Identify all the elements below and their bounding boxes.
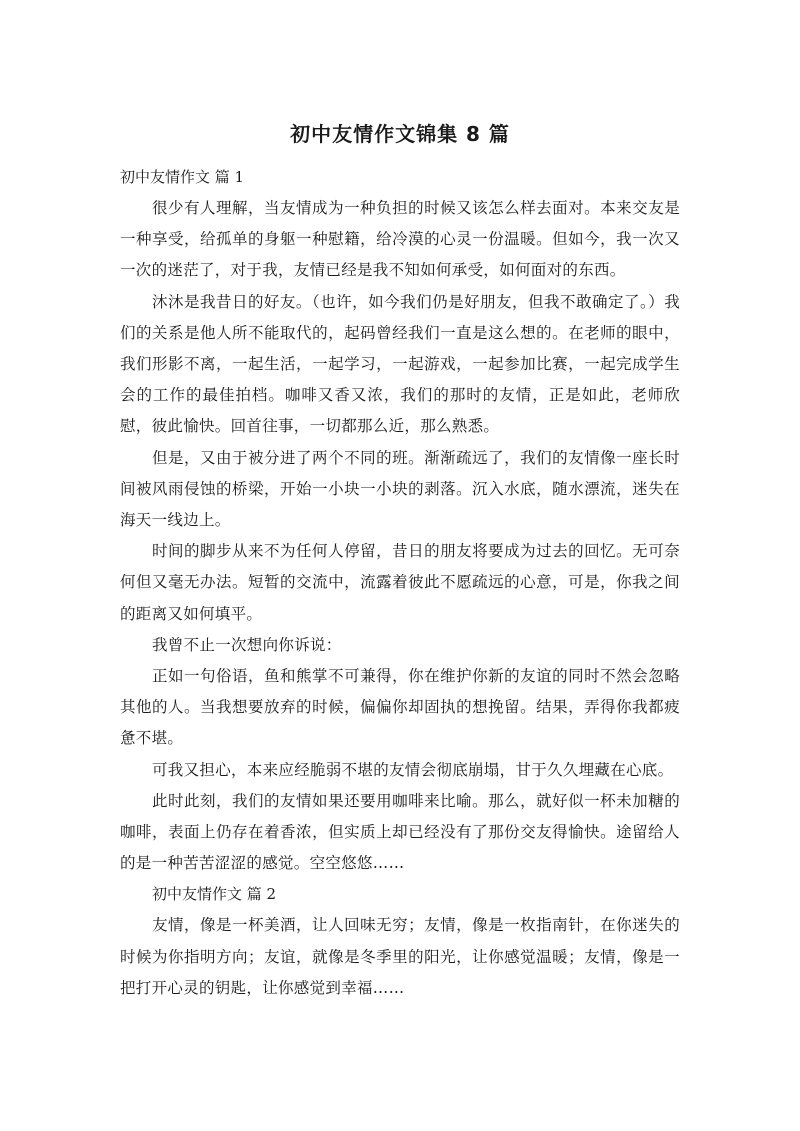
paragraph: 时间的脚步从来不为任何人停留，昔日的朋友将要成为过去的回忆。无可奈何但又毫无办法。短暂的交流中，流露着彼此不愿疏远的心意，可是，你我之间的距离又如何填平。	[120, 542, 680, 623]
document-page	[120, 118, 680, 1004]
paragraph: 可我又担心，本来应经脆弱不堪的友情会彻底崩塌，甘于久久埋藏在心底。	[152, 760, 674, 779]
section-1	[120, 162, 680, 879]
section-heading: 初中友情作文 篇 1	[120, 168, 245, 186]
paragraph: 我曾不止一次想向你诉说：	[152, 635, 342, 654]
document-title: 初中友情作文锦集 8 篇	[290, 122, 510, 146]
paragraph: 此时此刻，我们的友情如果还要用咖啡来比喻。那么，就好似一杯未加糖的咖啡，表面上仍存在着香浓，但实质上却已经没有了那份交友得愉快。途留给人的是一种苦苦涩涩的感觉。空空悠悠……	[120, 791, 680, 873]
section-2	[120, 879, 680, 1004]
paragraph: 很少有人理解，当友情成为一种负担的时候又该怎么样去面对。本来交友是一种享受，给孤单的身躯一种慰籍，给冷漠的心灵一份温暖。但如今，我一次又一次的迷茫了，对于我，友情已经是我不知如何承受，如何面对的东西。	[120, 199, 680, 280]
paragraph: 友情，像是一杯美酒，让人回味无穷；友情，像是一枚指南针，在你迷失的时候为你指明方向；友谊，就像是冬季里的阳光，让你感觉温暖；友情，像是一把打开心灵的钥匙，让你感觉到幸福……	[120, 916, 680, 997]
paragraph: 但是，又由于被分进了两个不同的班。渐渐疏远了，我们的友情像一座长时间被风雨侵蚀的桥梁，开始一小块一小块的剥落。沉入水底，随水漂流，迷失在海天一线边上。	[120, 448, 680, 530]
section-heading: 初中友情作文 篇 2	[152, 885, 277, 904]
paragraph: 正如一句俗语，鱼和熊掌不可兼得，你在维护你新的友谊的同时不然会忽略其他的人。当我想要放弃的时候，偏偏你却固执的想挽留。结果，弄得你我都疲惫不堪。	[120, 667, 680, 748]
paragraph: 沐沐是我昔日的好友。（也许，如今我们仍是好朋友，但我不敢确定了。）我们的关系是他人所不能取代的，起码曾经我们一直是这么想的。在老师的眼中，我们形影不离，一起生活，一起学习，一起游戏，一起参加比赛，一起完成学生会的工作的最佳拍档。咖啡又香又浓，我们的那时的友情，正是如此，老师欣慰，彼此愉快。回首往事，一切都那么近，那么熟悉。	[120, 292, 680, 436]
